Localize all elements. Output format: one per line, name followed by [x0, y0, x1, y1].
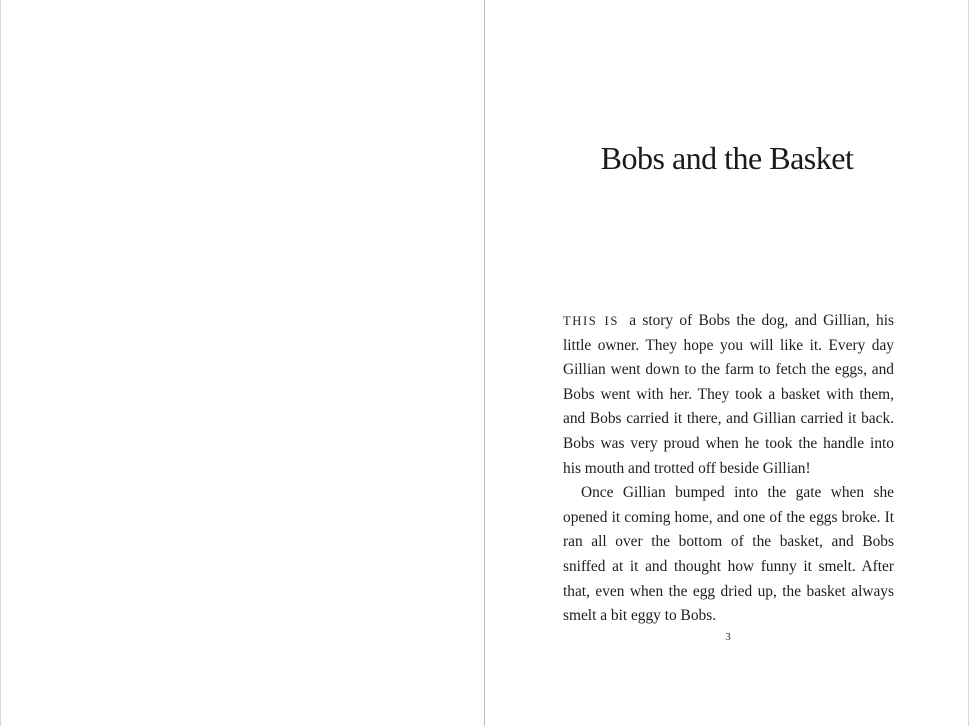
page-number: 3	[725, 631, 731, 643]
left-page-blank	[0, 0, 484, 726]
paragraph-2: Once Gillian bumped into the gate when she opened it coming home, and one of the eggs broke. It ran all over the bottom of the basket, and Bobs sniffed at it and thought how funny it smelt. After that, even when the egg dried up, the basket always smelt a bit eggy to Bobs.	[563, 484, 894, 625]
opening-small-caps: THIS IS	[563, 314, 619, 328]
right-page	[485, 0, 969, 726]
chapter-title: Bobs and the Basket	[600, 140, 854, 176]
paragraph-1	[563, 309, 894, 481]
paragraph-1-text: a story of Bobs the dog, and Gillian, his little owner. They hope you will like it. Every day Gillian went down to the farm to fetch the eggs, and Bobs went with her. They took a basket with them, and Bobs carried it there, and Gillian carried it back. Bobs was very proud when he took the handle into his mouth and trotted off beside Gillian!	[563, 312, 894, 477]
chapter-body	[563, 309, 894, 629]
